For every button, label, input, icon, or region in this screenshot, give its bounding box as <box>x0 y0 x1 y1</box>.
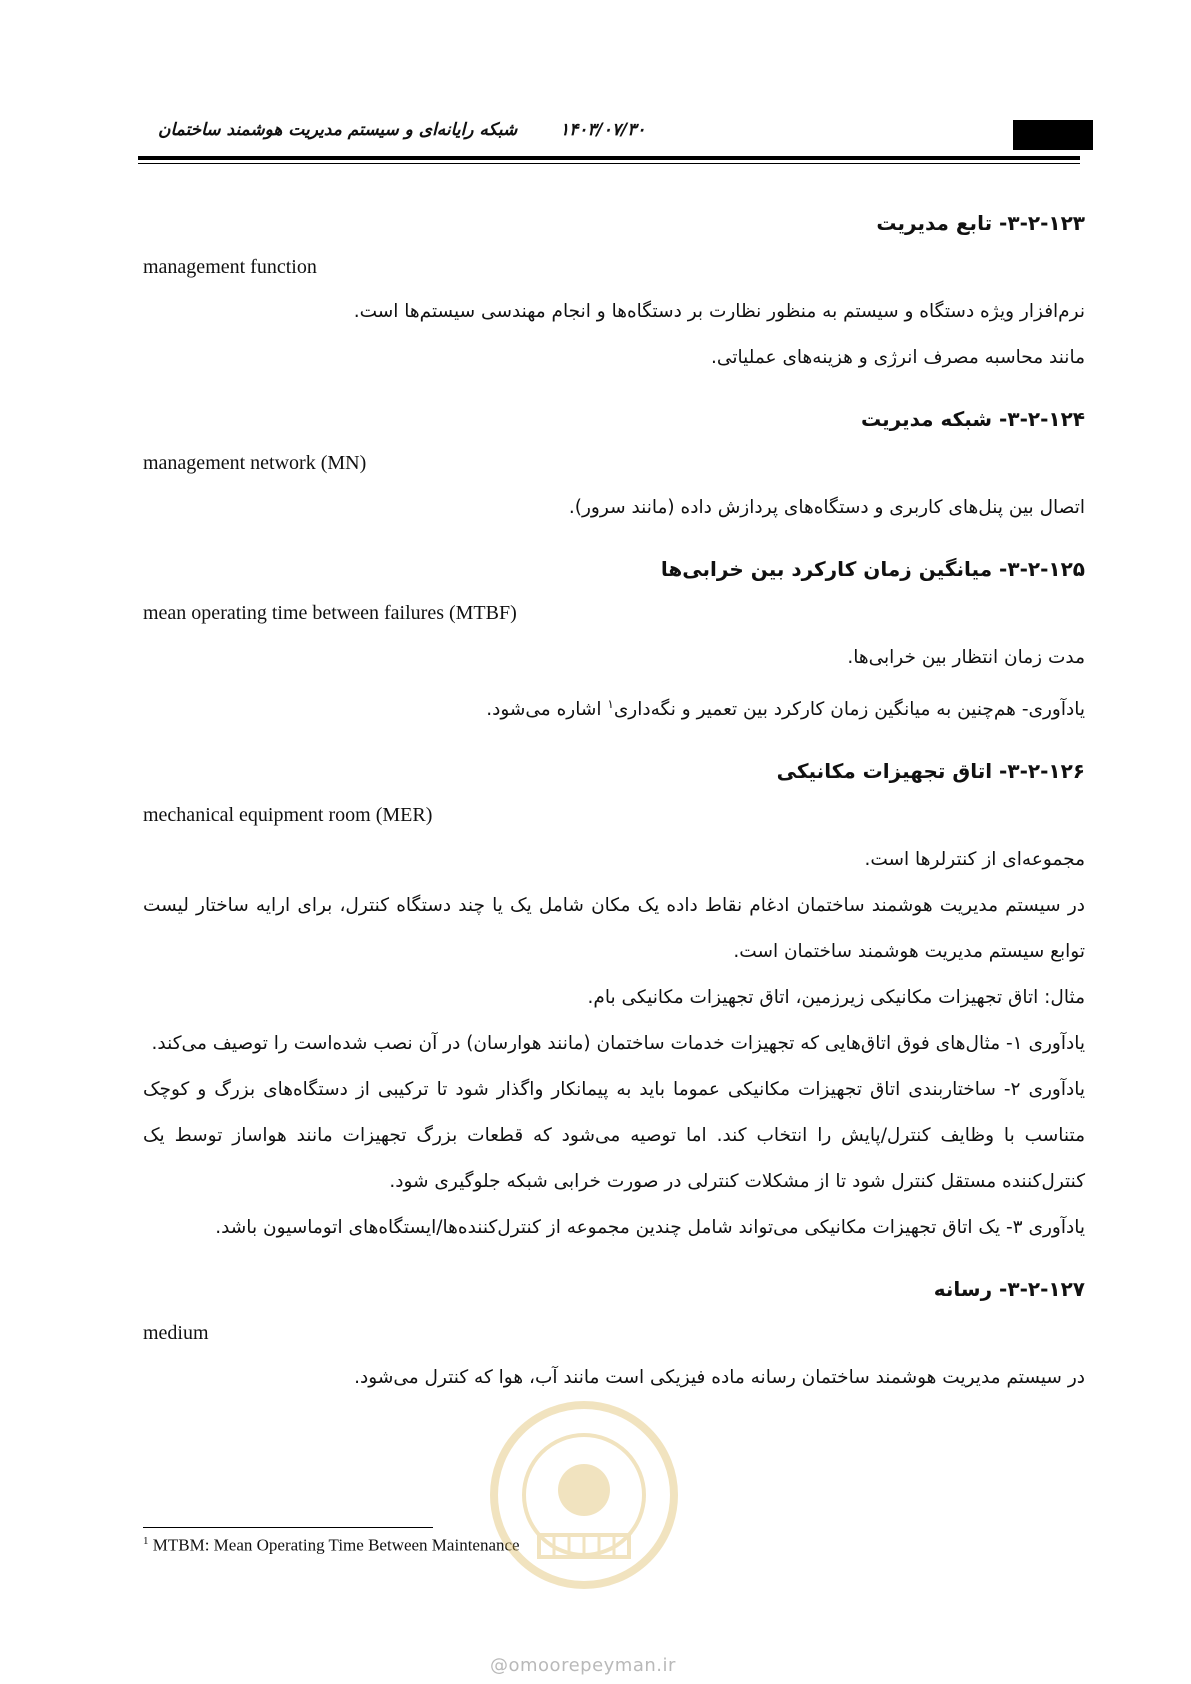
definition-paragraph: مانند محاسبه مصرف انرژی و هزینه‌های عملیاتی. <box>711 347 1085 368</box>
section-heading: ۳-۲-۱۲۷- رسانه <box>933 1277 1085 1302</box>
english-term: medium <box>143 1322 209 1345</box>
note-paragraph: یادآوری ۳- یک اتاق تجهیزات مکانیکی می‌تواند شامل چندین مجموعه از کنترل‌کننده‌ها/ایستگاه‌های اتوماسیون باشد. <box>215 1217 1085 1239</box>
page-number-box <box>1013 120 1093 150</box>
note-paragraph <box>143 681 1085 733</box>
footnote-separator <box>143 1527 433 1528</box>
section-heading: ۳-۲-۱۲۶- اتاق تجهیزات مکانیکی <box>776 759 1085 784</box>
definition-section <box>143 551 1085 733</box>
definition-paragraph: نرم‌افزار ویژه دستگاه و سیستم به منظور نظارت بر دستگاه‌ها و انجام مهندسی سیستم‌ها است. <box>353 301 1085 322</box>
running-header-date: ۱۴۰۳/۰۷/۳۰ <box>560 120 646 140</box>
note-paragraph: یادآوری ۱- مثال‌های فوق اتاق‌هایی که تجهیزات خدمات ساختمان (مانند هوارسان) در آن نصب شده‌است را توصیف می‌کند. <box>151 1033 1085 1055</box>
section-heading: ۳-۲-۱۲۴- شبکه مدیریت <box>860 407 1085 431</box>
header-rule-thin <box>138 163 1080 164</box>
footnote-reference[interactable]: ۱ <box>607 697 614 711</box>
section-heading: ۳-۲-۱۲۳- تابع مدیریت <box>876 211 1085 235</box>
footnote-text: MTBM: Mean Operating Time Between Maintenance <box>148 1535 520 1555</box>
english-term: mechanical equipment room (MER) <box>143 804 433 827</box>
publisher-seal-icon <box>484 1395 684 1595</box>
definition-section <box>143 401 1085 531</box>
section-heading: ۳-۲-۱۲۵- میانگین زمان کارکرد بین خرابی‌ها <box>660 557 1085 581</box>
running-header-title: شبکه رایانه‌ای و سیستم مدیریت هوشمند ساختمان <box>158 120 518 140</box>
note-text-end: اشاره می‌شود. <box>486 699 608 721</box>
note-text: یادآوری- هم‌چنین به میانگین زمان کارکرد بین تعمیر و نگه‌داری <box>613 699 1085 721</box>
footnote <box>143 1535 520 1556</box>
note-paragraph: یادآوری ۲- ساختاربندی اتاق تجهیزات مکانیکی عموما باید به پیمانکار واگذار شود تا ترکیبی از دستگاه‌های بزرگ و کوچک متناسب با وظایف کنترل/پایش را انتخاب کند. اما توصیه می‌شود که قطعات بزرگ تجهیزات مانند هواساز توسط یک کنترل‌کننده مستقل کنترل شود تا از مشکلات کنترلی در صورت خرابی شبکه جلوگیری شود. <box>143 1079 1085 1193</box>
example-paragraph: مثال: اتاق تجهیزات مکانیکی زیرزمین، اتاق تجهیزات مکانیکی بام. <box>587 987 1085 1009</box>
english-term: mean operating time between failures (MTBF) <box>143 602 517 624</box>
watermark-url: @omoorepeyman.ir <box>490 1655 676 1676</box>
definition-paragraph: مجموعه‌ای از کنترلرها است. <box>864 849 1085 871</box>
footnote-marker: 1 <box>143 1535 149 1547</box>
definition-paragraph: مدت زمان انتظار بین خرابی‌ها. <box>847 647 1085 668</box>
document-body <box>143 205 1085 1421</box>
definition-section <box>143 205 1085 381</box>
definition-section <box>143 753 1085 1251</box>
definition-paragraph: اتصال بین پنل‌های کاربری و دستگاه‌های پردازش داده (مانند سرور). <box>568 497 1085 518</box>
english-term: management function <box>143 256 317 278</box>
header-rule-thick <box>138 156 1080 160</box>
english-term: management network (MN) <box>143 452 367 474</box>
definition-section <box>143 1271 1085 1401</box>
definition-paragraph: در سیستم مدیریت هوشمند ساختمان رسانه ماده فیزیکی است مانند آب، هوا که کنترل می‌شود. <box>354 1367 1085 1389</box>
definition-paragraph: در سیستم مدیریت هوشمند ساختمان ادغام نقاط داده یک مکان شامل یک یا چند دستگاه کنترل، برای ارایه ساختار لیست توابع سیستم مدیریت هوشمند ساختمان است. <box>143 895 1085 963</box>
